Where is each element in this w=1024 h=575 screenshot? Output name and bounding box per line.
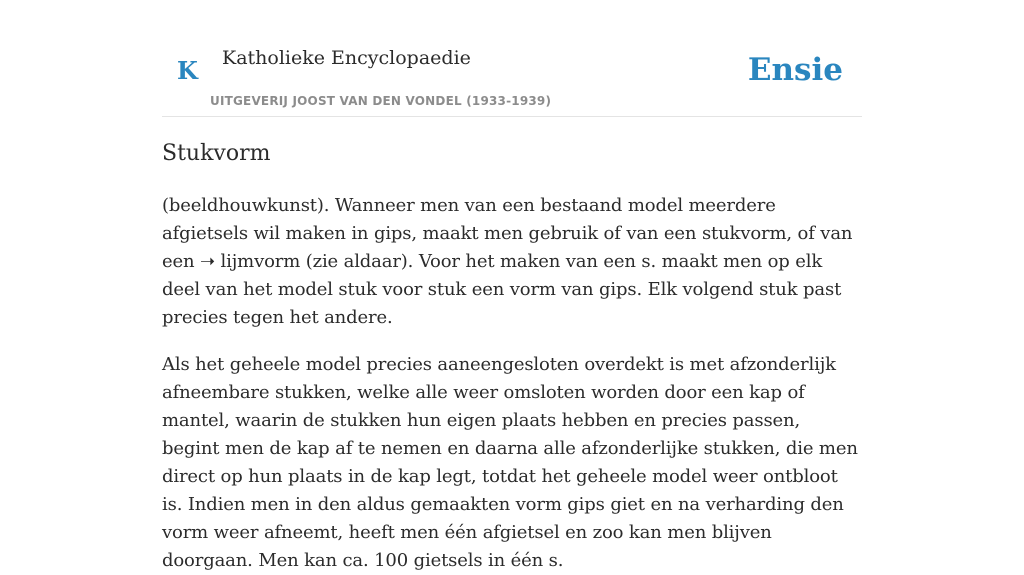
site-logo[interactable]: K xyxy=(177,56,198,85)
article-paragraph: Als het geheele model precies aaneengesloten overdekt is met afzonderlijk afneembare stukken, welke alle weer omsloten worden door een kap of mantel, waarin de stukken hun eigen plaats hebben en precies passen, begint men de kap af te nemen en daarna alle afzonderlijke stukken, die men direct op hun plaats in de kap legt, totdat het geheele model weer ontbloot is. Indien men in den aldus gemaakten vorm gips giet en na verharding den vorm weer afneemt, heeft men één afgietsel en zoo kan men blijven doorgaan. Men kan ca. 100 gietsels in één s. xyxy=(162,354,858,571)
article-paragraph: (beeldhouwkunst). Wanneer men van een bestaand model meerdere afgietsels wil maken in gips, maakt men gebruik of van een stukvorm, of van een ➝ lijmvorm (zie aldaar). Voor het maken van een s. maakt men op elk deel van het model stuk voor stuk een vorm van gips. Elk volgend stuk past precies tegen het andere. xyxy=(162,195,853,328)
site-header xyxy=(162,0,862,117)
site-title[interactable]: Katholieke Encyclopaedie xyxy=(222,47,471,69)
article xyxy=(162,138,862,575)
brand-logo[interactable]: Ensie xyxy=(747,52,843,88)
publisher-label: UITGEVERIJ JOOST VAN DEN VONDEL (1933-1939) xyxy=(210,94,552,108)
article-title: Stukvorm xyxy=(162,141,271,166)
